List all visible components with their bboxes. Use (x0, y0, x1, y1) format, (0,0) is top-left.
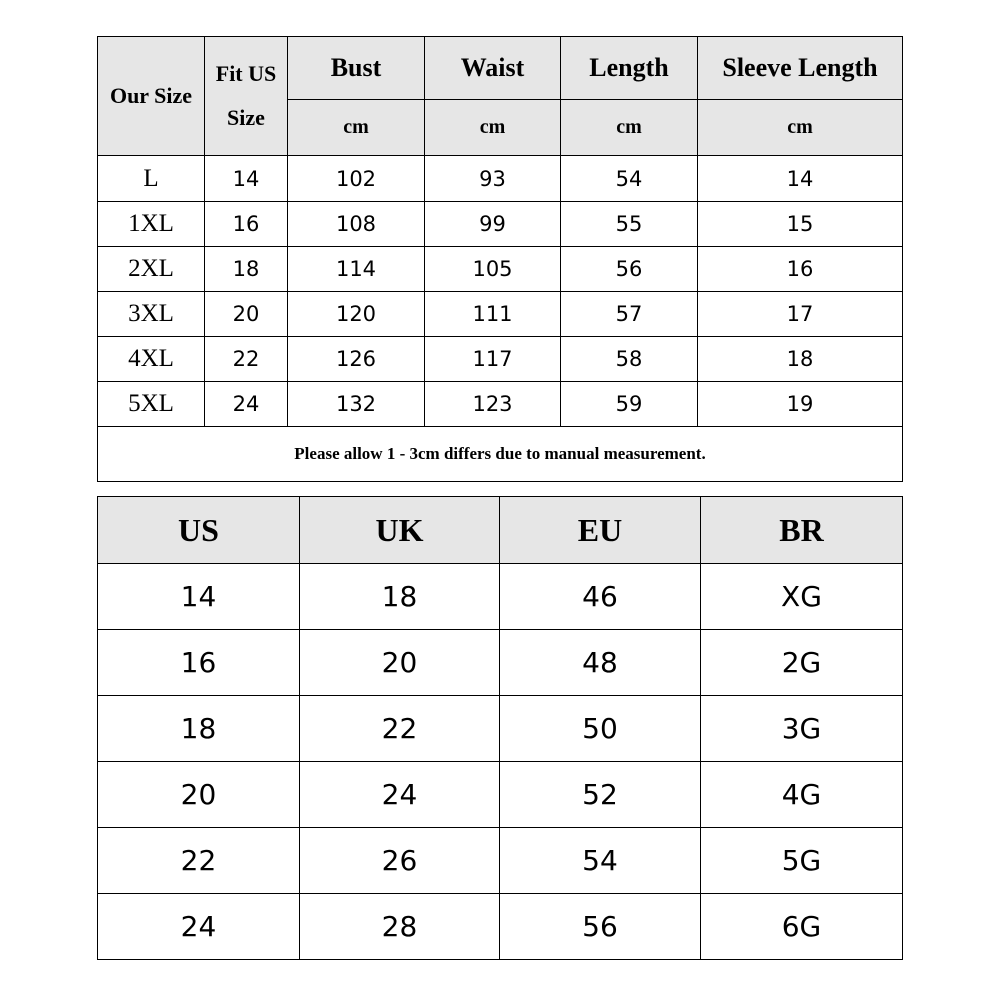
cell-uk: 20 (300, 630, 500, 696)
table-row (98, 337, 903, 382)
unit-length: cm (561, 100, 698, 156)
header-br: BR (701, 497, 903, 564)
cell-sleeve: 19 (698, 382, 903, 427)
table-row (98, 382, 903, 427)
cell-bust: 120 (288, 292, 425, 337)
cell-fit-us: 18 (205, 247, 288, 292)
cell-length: 59 (561, 382, 698, 427)
cell-fit-us: 14 (205, 156, 288, 202)
table-row (98, 696, 903, 762)
cell-br: 4G (701, 762, 903, 828)
cell-eu: 54 (500, 828, 701, 894)
cell-eu: 48 (500, 630, 701, 696)
cell-our-size: 1XL (98, 202, 205, 247)
cell-fit-us: 16 (205, 202, 288, 247)
size-measurement-table (97, 36, 903, 482)
cell-length: 54 (561, 156, 698, 202)
note-row (98, 427, 903, 482)
cell-br: 5G (701, 828, 903, 894)
header-eu: EU (500, 497, 701, 564)
cell-length: 56 (561, 247, 698, 292)
header-us: US (98, 497, 300, 564)
cell-bust: 108 (288, 202, 425, 247)
table-row (98, 247, 903, 292)
cell-bust: 114 (288, 247, 425, 292)
cell-fit-us: 22 (205, 337, 288, 382)
header-uk: UK (300, 497, 500, 564)
cell-our-size: 5XL (98, 382, 205, 427)
cell-waist: 117 (425, 337, 561, 382)
cell-sleeve: 16 (698, 247, 903, 292)
table-row (98, 762, 903, 828)
cell-sleeve: 15 (698, 202, 903, 247)
cell-sleeve: 17 (698, 292, 903, 337)
unit-sleeve-length: cm (698, 100, 903, 156)
cell-us: 14 (98, 564, 300, 630)
cell-bust: 132 (288, 382, 425, 427)
cell-br: XG (701, 564, 903, 630)
cell-sleeve: 18 (698, 337, 903, 382)
header-fit-us-size (205, 37, 288, 156)
cell-fit-us: 24 (205, 382, 288, 427)
cell-length: 57 (561, 292, 698, 337)
unit-bust: cm (288, 100, 425, 156)
cell-uk: 24 (300, 762, 500, 828)
cell-us: 22 (98, 828, 300, 894)
cell-our-size: 2XL (98, 247, 205, 292)
cell-us: 16 (98, 630, 300, 696)
cell-length: 55 (561, 202, 698, 247)
cell-uk: 18 (300, 564, 500, 630)
cell-waist: 105 (425, 247, 561, 292)
header-waist: Waist (425, 37, 561, 100)
header-length: Length (561, 37, 698, 100)
cell-bust: 126 (288, 337, 425, 382)
cell-bust: 102 (288, 156, 425, 202)
header-fit-us-line2: Size (227, 105, 265, 130)
cell-uk: 28 (300, 894, 500, 960)
measurement-note: Please allow 1 - 3cm differs due to manual measurement. (98, 427, 903, 482)
cell-fit-us: 20 (205, 292, 288, 337)
cell-br: 3G (701, 696, 903, 762)
cell-uk: 22 (300, 696, 500, 762)
cell-us: 18 (98, 696, 300, 762)
unit-waist: cm (425, 100, 561, 156)
cell-br: 2G (701, 630, 903, 696)
table-row (98, 292, 903, 337)
table-row (98, 894, 903, 960)
cell-our-size: 4XL (98, 337, 205, 382)
cell-waist: 123 (425, 382, 561, 427)
table-row (98, 156, 903, 202)
cell-our-size: 3XL (98, 292, 205, 337)
cell-eu: 46 (500, 564, 701, 630)
table-row (98, 828, 903, 894)
cell-eu: 52 (500, 762, 701, 828)
cell-br: 6G (701, 894, 903, 960)
table-row (98, 630, 903, 696)
cell-waist: 111 (425, 292, 561, 337)
cell-us: 24 (98, 894, 300, 960)
cell-uk: 26 (300, 828, 500, 894)
size-conversion-table (97, 496, 903, 960)
cell-waist: 99 (425, 202, 561, 247)
cell-waist: 93 (425, 156, 561, 202)
cell-eu: 56 (500, 894, 701, 960)
table-row (98, 564, 903, 630)
header-fit-us-line1: Fit US (215, 61, 277, 86)
header-bust: Bust (288, 37, 425, 100)
cell-length: 58 (561, 337, 698, 382)
header-our-size: Our Size (98, 37, 205, 156)
header-sleeve-length: Sleeve Length (698, 37, 903, 100)
cell-our-size: L (98, 156, 205, 202)
cell-eu: 50 (500, 696, 701, 762)
table-row (98, 202, 903, 247)
cell-sleeve: 14 (698, 156, 903, 202)
cell-us: 20 (98, 762, 300, 828)
